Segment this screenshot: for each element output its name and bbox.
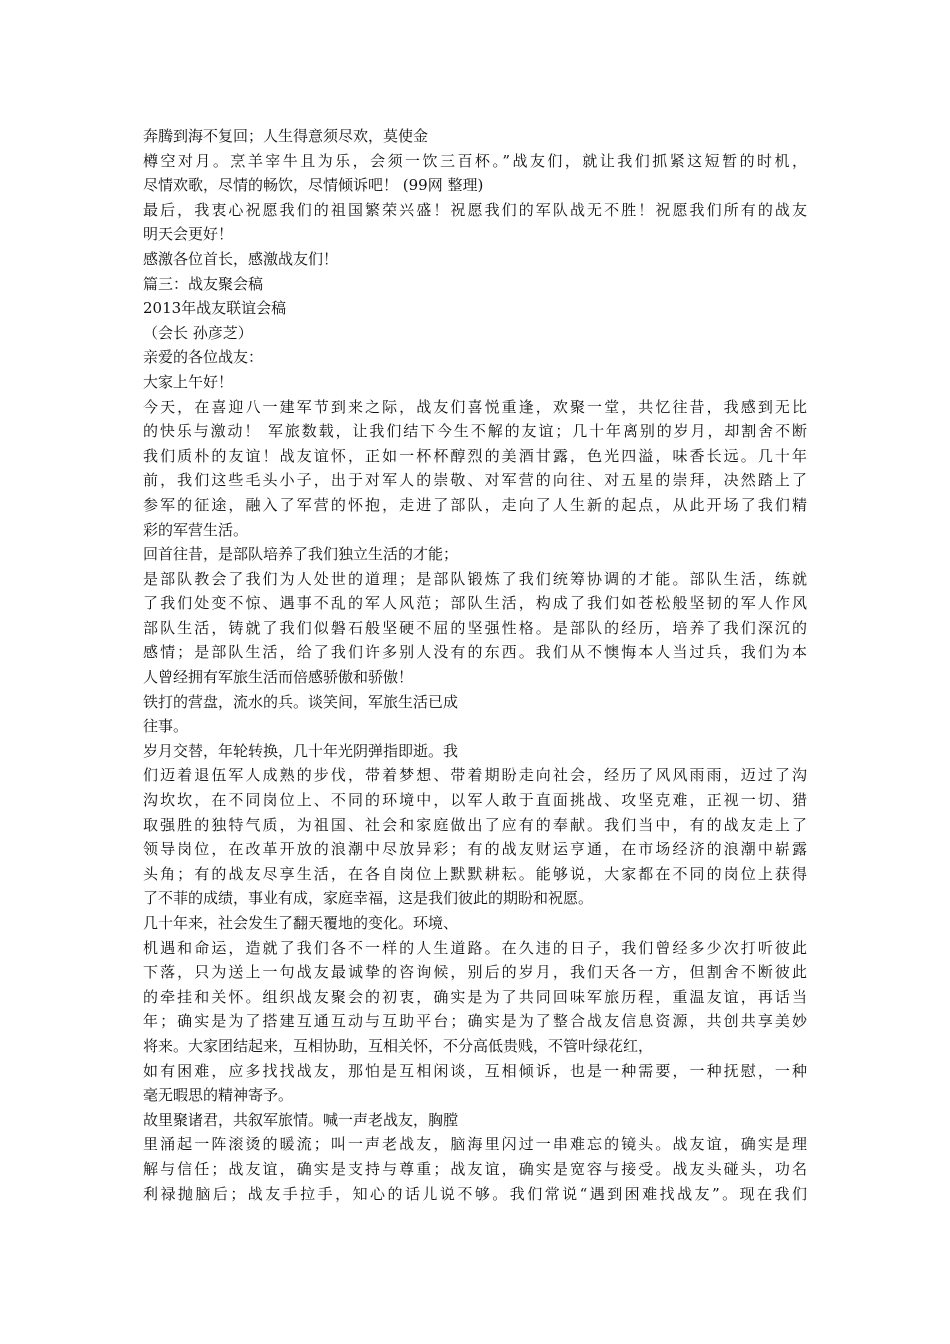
text-line: 取强胜的独特气质，为祖国、社会和家庭做出了应有的奉献。我们当中，有的战友走上了 <box>143 815 807 834</box>
text-line: 亲爱的各位战友： <box>143 348 264 367</box>
text-line: 下落，只为送上一句战友最诚挚的咨询候，别后的岁月，我们天各一方，但割舍不断彼此 <box>143 963 807 982</box>
text-line: 的牵挂和关怀。组织战友聚会的初衷，确实是为了共同回味军旅历程，重温友谊，再话当 <box>143 987 807 1006</box>
text-line: 是部队教会了我们为人处世的道理；是部队锻炼了我们统筹协调的才能。部队生活，练就 <box>143 569 807 588</box>
text-line: 毫无暇思的精神寄予。 <box>143 1086 294 1105</box>
text-line: 利禄抛脑后；战友手拉手，知心的话儿说不够。我们常说“遇到困难找战友”。现在我们 <box>143 1184 807 1203</box>
text-line: 们迈着退伍军人成熟的步伐，带着梦想、带着期盼走向社会，经历了风风雨雨，迈过了沟 <box>143 766 807 785</box>
text-line: 前，我们这些毛头小子，出于对军人的崇敬、对军营的向往、对五星的崇拜，决然踏上了 <box>143 471 807 490</box>
text-line: 回首往昔，是部队培养了我们独立生活的才能； <box>143 545 459 564</box>
text-line: 尽情欢歌，尽情的畅饮，尽情倾诉吧！ (99网 整理) <box>143 176 484 195</box>
text-line: 年；确实是为了搭建互通互动与互助平台；确实是为了整合战友信息资源，共创共享美妙 <box>143 1012 807 1031</box>
text-line: 奔腾到海不复回；人生得意须尽欢，莫使金 <box>143 127 429 145</box>
document-page <box>143 124 807 1206</box>
text-line: 如有困难，应多找找战友，那怕是互相闲谈，互相倾诉，也是一种需要，一种抚慰，一种 <box>143 1061 807 1080</box>
text-line: 樽空对月。烹羊宰牛且为乐，会须一饮三百杯。”战友们，就让我们抓紧这短暂的时机， <box>143 151 807 170</box>
text-line: 机遇和命运，造就了我们各不一样的人生道路。在久违的日子，我们曾经多少次打听彼此 <box>143 938 807 957</box>
text-line: 岁月交替，年轮转换，几十年光阴弹指即逝。我 <box>143 741 459 760</box>
text-line: 人曾经拥有军旅生活而倍感骄傲和骄傲！ <box>143 668 414 687</box>
text-line: 将来。大家团结起来，互相协助，互相关怀，不分高低贵贱，不管叶绿花红， <box>143 1036 654 1055</box>
text-line: 了我们处变不惊、遇事不乱的军人风范；部队生活，构成了我们如苍松般坚韧的军人作风 <box>143 594 807 613</box>
text-line: 几十年来，社会发生了翻天覆地的变化。环境、 <box>143 914 459 932</box>
text-line: 明天会更好！ <box>143 225 234 244</box>
text-line: 我们质朴的友谊！战友谊怀，正如一杯杯醇烈的美酒甘露，色光四溢，味香长远。几十年 <box>143 446 807 465</box>
text-line: 头角；有的战友尽享生活，在各自岗位上默默耕耘。能够说，大家都在不同的岗位上获得 <box>143 864 807 883</box>
text-line: 解与信任；战友谊，确实是支持与尊重；战友谊，确实是宽容与接受。战友头碰头，功名 <box>143 1159 807 1178</box>
text-line: 沟坎坎，在不同岗位上、不同的环境中，以军人敢于直面挑战、攻坚克难，正视一切、猎 <box>143 791 807 810</box>
text-line: 参军的征途，融入了军营的怀抱，走进了部队，走向了人生新的起点，从此开场了我们精 <box>143 495 807 514</box>
text-line: 最后，我衷心祝愿我们的祖国繁荣兴盛！祝愿我们的军队战无不胜！祝愿我们所有的战友 <box>143 200 807 219</box>
text-line: 部队生活，铸就了我们似磐石般坚硬不屈的坚强性格。是部队的经历，培养了我们深沉的 <box>143 618 807 637</box>
text-line: 2013年战友联谊会稿 <box>143 299 287 318</box>
text-line: 大家上午好！ <box>143 372 234 391</box>
text-line: （会长 孙彦芝） <box>143 323 253 342</box>
text-line: 彩的军营生活。 <box>143 520 249 539</box>
text-line: 的快乐与激动！ 军旅数载，让我们结下今生不解的友谊；几十年离别的岁月，却割舍不断 <box>143 422 807 441</box>
text-line: 铁打的营盘，流水的兵。谈笑间，军旅生活已成 <box>143 692 459 711</box>
text-line: 里涌起一阵滚烫的暖流；叫一声老战友，脑海里闪过一串难忘的镜头。战友谊，确实是理 <box>143 1135 807 1154</box>
text-line: 感情；是部队生活，给了我们许多别人没有的东西。我们从不懊悔本人当过兵，我们为本 <box>143 643 807 662</box>
text-line: 今天，在喜迎八一建军节到来之际，战友们喜悦重逢，欢聚一堂，共忆往昔，我感到无比 <box>143 397 807 416</box>
text-line: 篇三：战友聚会稿 <box>143 274 264 293</box>
text-line: 往事。 <box>143 717 189 736</box>
text-line: 了不菲的成绩，事业有成，家庭幸福，这是我们彼此的期盼和祝愿。 <box>143 889 594 908</box>
text-line: 故里聚诸君，共叙军旅情。喊一声老战友，胸膛 <box>143 1110 459 1129</box>
text-line: 感激各位首长，感激战友们！ <box>143 249 339 268</box>
text-line: 领导岗位，在改革开放的浪潮中尽放异彩；有的战友财运亨通，在市场经济的浪潮中崭露 <box>143 840 807 859</box>
